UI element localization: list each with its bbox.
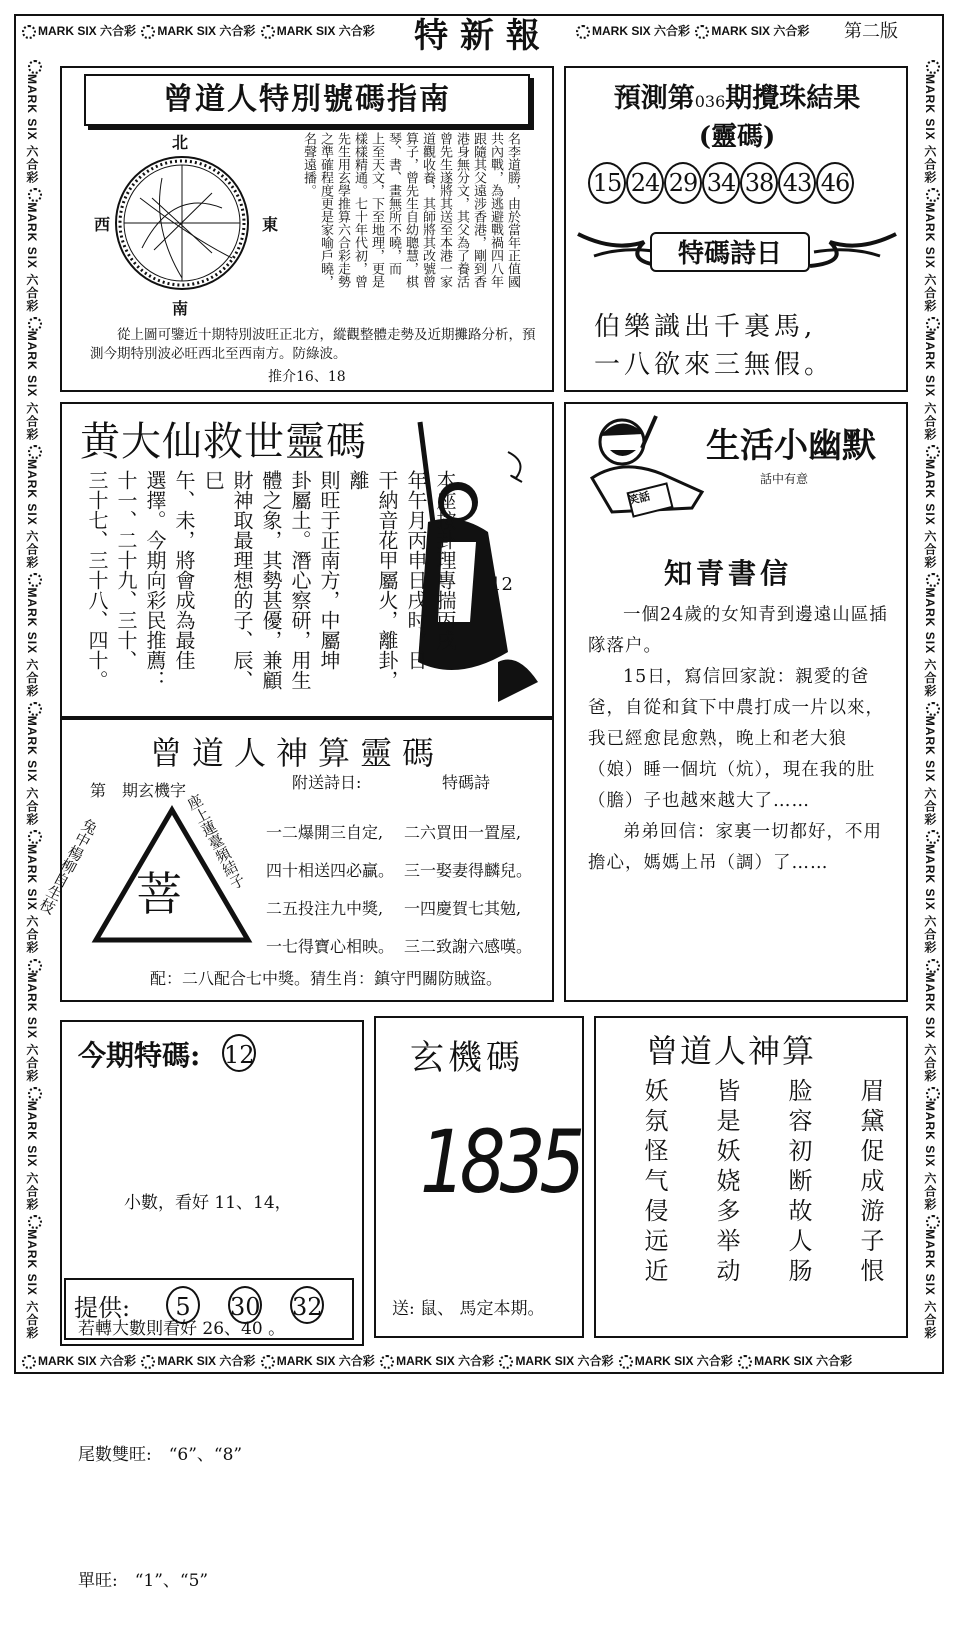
huang-column: 本座按卦理專揣丙戌 [433, 470, 457, 650]
masthead-title: 特 新 報 [414, 16, 540, 56]
flower-icon [926, 702, 940, 716]
gift-label: 附送詩日: [292, 773, 362, 792]
humor-badge: 笑話 [626, 489, 652, 508]
huang-column: 則旺于正南方，中屬坤 [317, 470, 341, 670]
brand-text: MARK SIX 六合彩 [922, 74, 937, 185]
edition-label: 第二版 [844, 21, 898, 42]
zeng-poem-title: 曾道人神算 [646, 1032, 817, 1070]
poem-cell: 一二爆開三自定, [266, 823, 384, 842]
flower-icon [22, 25, 36, 39]
shensuan-title: 曾道人神算靈碼 [150, 734, 445, 772]
brand-text: MARK SIX 六合彩 [922, 715, 937, 826]
brand-text: MARK SIX 六合彩 [38, 24, 137, 38]
prediction-line2: (靈碼) [698, 122, 776, 152]
zeng-poem-column: 妖氛怪气侵远近 [640, 1078, 668, 1288]
brand-text: MARK SIX 六合彩 [515, 1354, 614, 1368]
bio-column: 琴、書、畫無所不曉，而 [386, 132, 401, 275]
number-ball: 24 [626, 162, 664, 204]
story-title: 知青書信 [664, 557, 793, 590]
prediction-numbers [588, 162, 888, 204]
poem-cell: 四十相送四必贏。 [266, 861, 395, 880]
flower-icon [28, 830, 42, 844]
bio-column: 名聲遠播。 [301, 132, 316, 197]
top-border-strip-right [574, 22, 824, 46]
brand-text: MARK SIX 六合彩 [24, 587, 39, 698]
special-number: 12 [222, 1034, 256, 1072]
flower-icon [926, 959, 940, 973]
flower-icon [926, 188, 940, 202]
poem-line-2: 一八欲來三無假。 [594, 350, 835, 380]
special-line: 單旺: “1”、“5” [78, 1571, 209, 1591]
compass-east: 東 [262, 215, 279, 234]
story-body [588, 600, 892, 879]
poem-row [266, 852, 546, 890]
humor-illustration [582, 408, 712, 528]
poem-cell: 一四慶賀七其勉, [404, 899, 522, 918]
zeng-poem-column: 眉黛促成游子恨 [856, 1078, 884, 1288]
brand-text: MARK SIX 六合彩 [711, 24, 810, 38]
poem-row [266, 928, 546, 966]
story-paragraph: 弟弟回信：家裏一切都好，不用擔心，媽媽上吊（調）了…… [588, 822, 882, 873]
flower-icon [499, 1355, 513, 1369]
poem-cell: 三一娶妻得麟兒。 [404, 861, 533, 880]
flower-icon [926, 445, 940, 459]
huang-figure-number: 12 [490, 574, 513, 595]
story-paragraph: 一個24歲的女知青到邊遠山區插隊落户。 [588, 605, 888, 656]
bio-column: 名李道勝，由於當年正值國 [505, 132, 520, 288]
huang-column: 年午月丙申日戌时，日 [404, 470, 428, 670]
period-label: 第 期玄機字 [90, 781, 187, 800]
brand-text: MARK SIX 六合彩 [754, 1354, 853, 1368]
bio-column: 之準確程度更是家喻戶曉， [318, 132, 333, 288]
poem-cell: 一七得寶心相映。 [266, 937, 395, 956]
provide-number: 5 [166, 1286, 200, 1324]
flower-icon [926, 60, 940, 74]
number-ball: 43 [778, 162, 816, 204]
flower-icon [28, 60, 42, 74]
top-border-strip [20, 22, 380, 46]
huang-body-text [82, 470, 459, 706]
xuanji-handwriting: 1835 [420, 1111, 580, 1213]
zeng-poem-body [618, 1078, 894, 1308]
compass-west: 西 [94, 215, 111, 234]
brand-text: MARK SIX 六合彩 [922, 1229, 937, 1340]
xuanji-gift: 送: 鼠、 馬定本期。 [392, 1299, 545, 1319]
prediction-issue: 036 [694, 92, 726, 111]
zeng-poem-column: 皆是妖娆多举动 [712, 1078, 740, 1288]
poem-cell: 三二致謝六感嘆。 [404, 937, 533, 956]
poem-row [266, 890, 546, 928]
compass-svg [82, 128, 282, 318]
brand-text: MARK SIX 六合彩 [24, 1229, 39, 1340]
flower-icon [738, 1355, 752, 1369]
flower-icon [141, 25, 155, 39]
brand-text: MARK SIX 六合彩 [24, 844, 39, 955]
triangle-right-text: 座上蓮臺頻結子 [182, 791, 249, 893]
flower-icon [28, 959, 42, 973]
brand-text: MARK SIX 六合彩 [24, 330, 39, 441]
bio-column: 共內戰，為逃避戰禍四八年 [488, 132, 503, 288]
special-line: 小數，看好 11、14， [124, 1193, 292, 1213]
flower-icon [380, 1355, 394, 1369]
flower-icon [926, 317, 940, 331]
huang-column: 十一、二十九、三十、 [114, 470, 138, 670]
flower-icon [28, 445, 42, 459]
flower-icon [576, 25, 590, 39]
zeng-poem-text [618, 1078, 906, 1308]
bio-column: 道觀收養，其師將其改號曾 [420, 132, 435, 288]
triangle-center: 菩 [136, 867, 182, 921]
bio-column: 跟隨其父遠涉香港，剛到香 [471, 132, 486, 288]
brand-text: MARK SIX 六合彩 [922, 587, 937, 698]
brand-text: MARK SIX 六合彩 [922, 330, 937, 441]
right-border-strip [918, 60, 942, 1360]
huang-column: 體之象，其勢甚優，兼顧 [259, 470, 283, 690]
bio-column: 算子，曾先生自幼聰慧，棋 [403, 132, 418, 288]
bio-column: 先生用玄學推算六合彩走勢 [335, 132, 350, 288]
compass-north: 北 [172, 133, 189, 152]
special-lines [78, 1098, 362, 1644]
flower-icon [22, 1355, 36, 1369]
huang-column: 午、未，將會成為最佳 [172, 470, 196, 670]
brand-text: MARK SIX 六合彩 [922, 972, 937, 1083]
huang-title: 黄大仙救世靈碼 [80, 419, 367, 465]
poem-line-1: 伯樂識出千裏馬, [594, 312, 817, 342]
brand-text: MARK SIX 六合彩 [276, 1354, 375, 1368]
huang-body [82, 470, 457, 706]
brand-text: MARK SIX 六合彩 [922, 844, 937, 955]
brand-text: MARK SIX 六合彩 [38, 1354, 137, 1368]
xuanji-title: 玄機碼 [410, 1038, 524, 1078]
provide-label: 提供: [74, 1294, 131, 1322]
special-line: 尾數雙旺: “6”、“8” [78, 1445, 243, 1465]
zeng-poem-column: 脸容初断故人肠 [784, 1078, 812, 1288]
brand-text: MARK SIX 六合彩 [24, 459, 39, 570]
flower-icon [28, 1215, 42, 1229]
bio-column: 上至天文，下至地理，更是 [369, 132, 384, 288]
triangle-left-text: 兔中楊柳自生枝 [35, 815, 101, 917]
brand-text: MARK SIX 六合彩 [396, 1354, 495, 1368]
flower-icon [28, 702, 42, 716]
brand-text: MARK SIX 六合彩 [24, 74, 39, 185]
brand-text: MARK SIX 六合彩 [276, 24, 375, 38]
provide-number: 32 [290, 1286, 324, 1324]
huang-column: 選擇。今期向彩民推薦： [143, 470, 167, 690]
prediction-line1 [572, 76, 902, 115]
bio-column: 樣樣精通。七十年代初，曾 [352, 132, 367, 288]
prediction-suffix: 期攪珠結果 [725, 83, 861, 114]
number-ball: 29 [664, 162, 702, 204]
brand-text: MARK SIX 六合彩 [24, 202, 39, 313]
story-paragraph: 15日，寫信回家說：親愛的爸爸，自從和貧下中農打成一片以來，我已經愈昆愈熟，晚上和老大狼（娘）睡一個坑（炕），現在我的肚（膽）子也越來越大了…… [588, 667, 884, 811]
flower-icon [28, 1087, 42, 1101]
humor-title: 生活小幽默 [706, 426, 876, 466]
compass-south: 南 [172, 299, 189, 318]
flower-icon [619, 1355, 633, 1369]
flower-icon [695, 25, 709, 39]
left-border-strip [20, 60, 44, 1360]
flower-icon [926, 830, 940, 844]
flower-icon [28, 573, 42, 587]
brand-text: MARK SIX 六合彩 [157, 24, 256, 38]
guide-bio-text [300, 132, 521, 318]
prediction-prefix: 預測第 [613, 83, 695, 114]
guide-title: 曾道人特別號碼指南 [163, 82, 451, 117]
brand-text: MARK SIX 六合彩 [24, 972, 39, 1083]
poem-row [266, 814, 546, 852]
poem-label: 特碼詩 [442, 773, 491, 792]
guide-analysis: 從上圖可鑒近十期特別波旺正北方，縱觀整體走勢及近期攤路分析，預測今期特別波必旺西北至西南方。防綠波。 [90, 327, 536, 362]
brand-text: MARK SIX 六合彩 [24, 1100, 39, 1211]
brand-text: MARK SIX 六合彩 [922, 1100, 937, 1211]
special-line: 若轉大數則看好 26、40 。 [78, 1319, 286, 1339]
number-ball: 34 [702, 162, 740, 204]
poem-banner: 特碼詩日 [650, 232, 810, 272]
flower-icon [926, 1215, 940, 1229]
flower-icon [28, 188, 42, 202]
shensuan-poems [266, 814, 546, 966]
huang-column: 干納音花甲屬火，離卦，離 [346, 470, 399, 690]
flower-icon [28, 317, 42, 331]
shensuan-footer: 配：二八配合七中獎。猜生肖：鎮守門關防賊盜。 [150, 969, 503, 988]
flower-icon [926, 1087, 940, 1101]
huang-column: 財神取最理想的子、辰、巳 [201, 470, 254, 690]
flower-icon [261, 25, 275, 39]
brand-text: MARK SIX 六合彩 [634, 1354, 733, 1368]
humor-subtitle: 話中有意 [760, 472, 809, 486]
poem-cell: 二六買田一置屋, [404, 823, 522, 842]
guide-bio [300, 132, 524, 318]
bio-column: 港身無分文，其父為了養活 [454, 132, 469, 288]
huang-column: 卦屬土。潛心察研，用生 [288, 470, 312, 690]
laughing-man-svg [582, 408, 712, 528]
brand-text: MARK SIX 六合彩 [922, 459, 937, 570]
brand-text: MARK SIX 六合彩 [157, 1354, 256, 1368]
huang-column: 三十七、三十八、四十。 [85, 470, 109, 690]
provide-number: 30 [228, 1286, 262, 1324]
guide-recommend: 推介16、18 [268, 369, 346, 385]
brand-text: MARK SIX 六合彩 [922, 202, 937, 313]
number-ball: 46 [816, 162, 854, 204]
bio-column: 曾先生遂將其送至本港一家 [437, 132, 452, 288]
flower-icon [926, 573, 940, 587]
brand-text: MARK SIX 六合彩 [592, 24, 691, 38]
brand-text: MARK SIX 六合彩 [24, 715, 39, 826]
special-title: 今期特碼: [78, 1039, 201, 1072]
number-ball: 38 [740, 162, 778, 204]
compass-diagram [82, 128, 282, 318]
poem-cell: 二五投注九中獎, [266, 899, 384, 918]
number-ball: 15 [588, 162, 626, 204]
